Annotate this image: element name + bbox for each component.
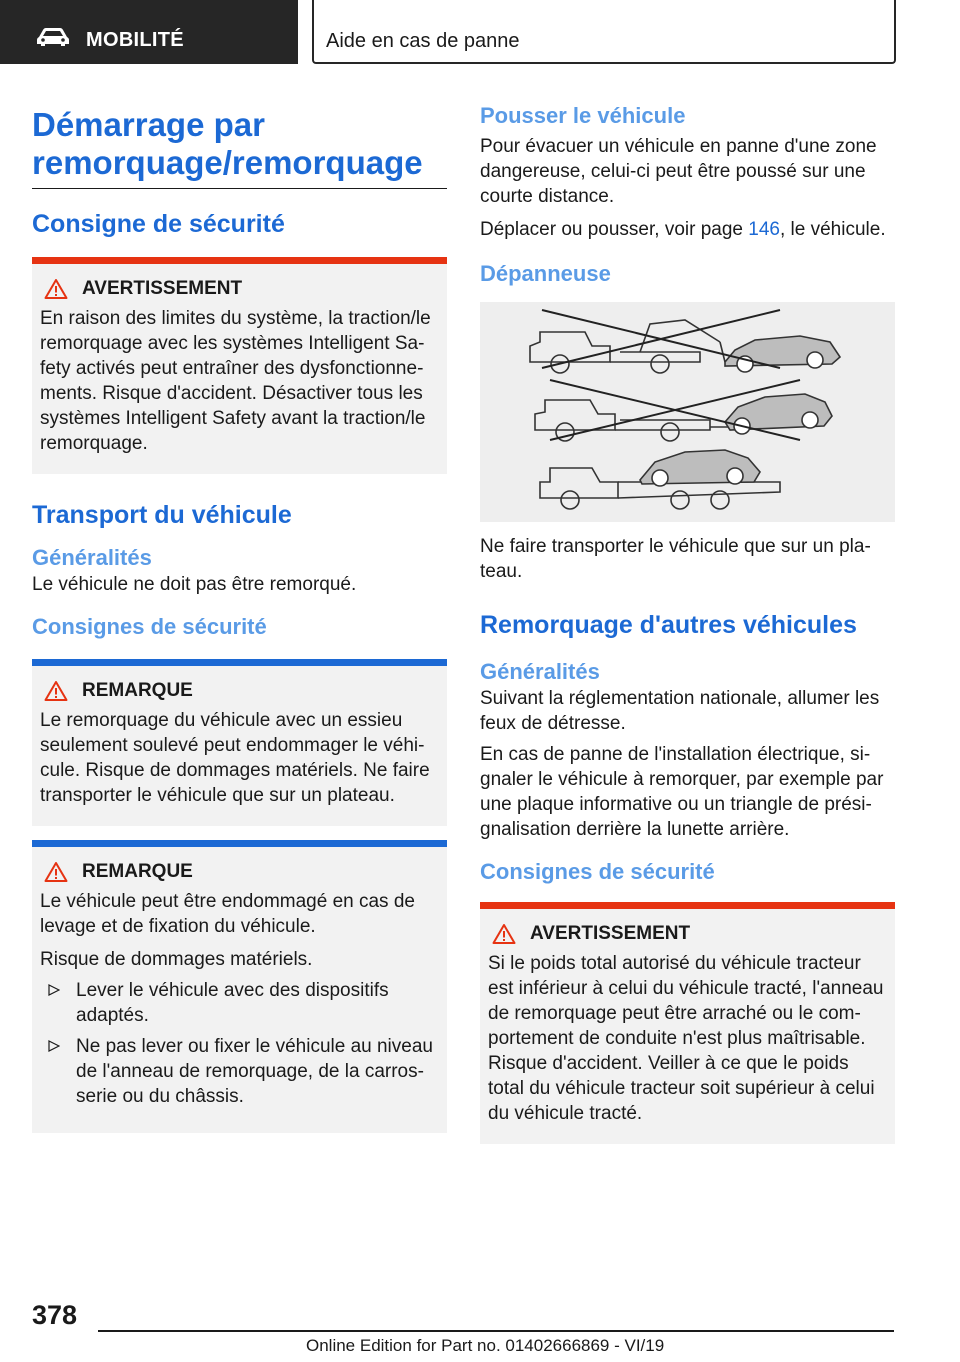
footer-divider (98, 1330, 894, 1332)
general-heading: Généralités (480, 659, 600, 684)
list-item: Lever le véhicule avec des dispositifs adaptés. (40, 978, 439, 1028)
edition-text: Online Edition for Part no. 01402666869 - VI/19 (306, 1336, 665, 1355)
note-box (32, 659, 447, 826)
tow-truck-text: Ne faire transporter le véhicule que sur un plateau. (480, 536, 871, 582)
right-column (480, 100, 895, 1144)
push-reference: Déplacer ou pousser, voir page 146, le véhicule. (480, 219, 886, 240)
note-text: Risque de dommages matériels. (40, 949, 313, 970)
general-text: Le véhicule ne doit pas être remorqué. (32, 574, 357, 595)
left-column (32, 100, 447, 1133)
note-text: Le remorquage du véhicule avec un essieu seulement soulevé peut endommager le véhicule. Risque de dommages matériels. Ne faire transporter le véhicule que sur un plateau. (40, 710, 430, 806)
warning-label: AVERTISSEMENT (82, 278, 243, 299)
warning-triangle-icon (44, 861, 68, 883)
car-icon (36, 27, 70, 47)
section-tab (0, 0, 298, 64)
warning-text: Si le poids total autorisé du véhicule tracteur est inférieur à celui du véhicule tracté, l'anneau de remorquage peut être arraché ou le comportement de conduite n'est plus maîtrisable. Risque d'accident. Veiller à ce que le poids total du véhicule tracteur soit supérieur à celui du véhicule tracté. (488, 953, 884, 1124)
warning-box (32, 257, 447, 474)
triangle-bullet-icon (48, 1040, 60, 1052)
warning-box (480, 902, 895, 1144)
page-title: Démarrage par remorquage/remorquage (32, 106, 447, 189)
note-label: REMARQUE (82, 680, 193, 701)
warning-triangle-icon (44, 278, 68, 300)
warning-triangle-icon (492, 923, 516, 945)
general-heading: Généralités (32, 545, 152, 570)
safety-heading: Consigne de sécurité (32, 210, 285, 238)
safety-notes-heading: Consignes de sécurité (480, 859, 715, 884)
other-vehicles-heading: Remorquage d'autres véhicules (480, 611, 857, 639)
chapter-title: Aide en cas de panne (326, 30, 520, 52)
general-text: En cas de panne de l'installation électrique, signaler le véhicule à remorquer, par exemple par une plaque informative ou un triangle de présignalisation derrière la lunette arrière. (480, 744, 884, 840)
safety-notes-heading: Consignes de sécurité (32, 614, 267, 639)
general-text: Suivant la réglementation nationale, allumer les feux de détresse. (480, 688, 880, 734)
triangle-bullet-icon (48, 984, 60, 996)
transport-heading: Transport du véhicule (32, 501, 292, 529)
note-list (40, 978, 439, 1109)
note-text: Le véhicule peut être endommagé en cas de levage et de fixation du véhicule. (40, 891, 415, 937)
warning-triangle-icon (44, 680, 68, 702)
section-label: MOBILITÉ (86, 29, 184, 51)
note-box (32, 840, 447, 1133)
list-item: Ne pas lever ou fixer le véhicule au niveau de l'anneau de remorquage, de la carrosserie ou du châssis. (40, 1034, 439, 1109)
warning-text: En raison des limites du système, la traction/le remorquage avec les systèmes Intelligent Safety activés peut entraîner des dysfonctionnements. Risque d'accident. Désactiver tous les systèmes Intelligent Safety avant la traction/le remorquage. (40, 308, 431, 454)
tow-truck-figure (480, 302, 895, 522)
chapter-header (312, 0, 896, 64)
page-number: 378 (32, 1300, 78, 1330)
towing-illustration (480, 302, 895, 522)
page-link[interactable]: 146 (748, 219, 780, 240)
note-label: REMARQUE (82, 861, 193, 882)
push-heading: Pousser le véhicule (480, 103, 686, 128)
push-text: Pour évacuer un véhicule en panne d'une zone dangereuse, celui-ci peut être poussé sur une courte distance. (480, 136, 877, 207)
tow-truck-heading: Dépanneuse (480, 261, 611, 286)
warning-label: AVERTISSEMENT (530, 923, 691, 944)
